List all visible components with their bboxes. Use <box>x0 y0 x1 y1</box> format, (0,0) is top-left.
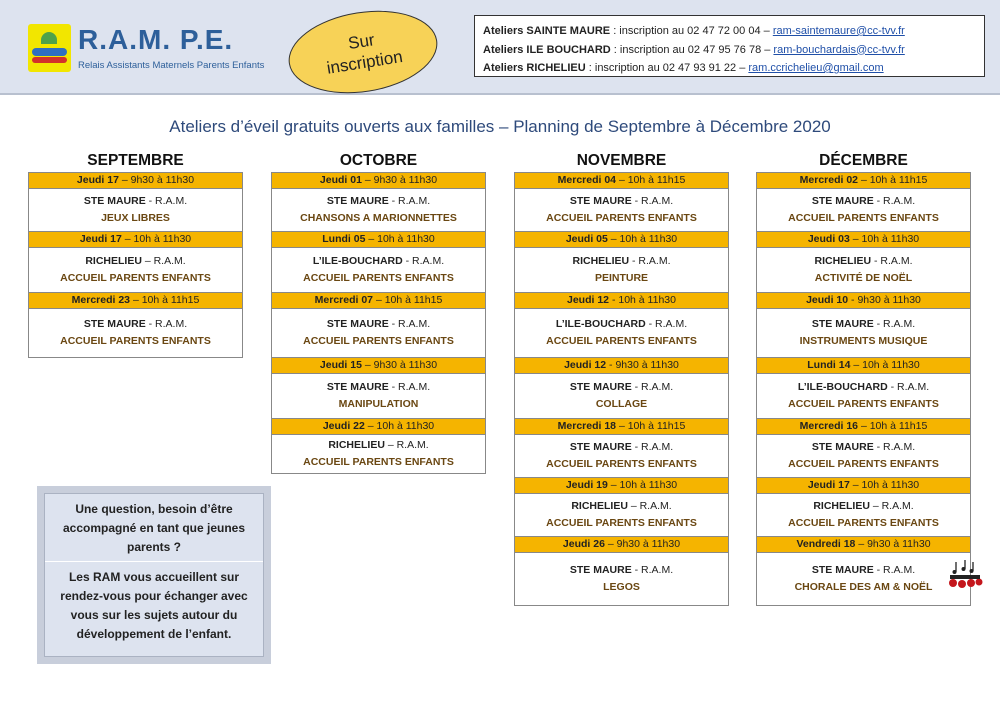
event-place: RICHELIEU <box>328 439 385 451</box>
schedule-table <box>756 172 971 606</box>
event-row <box>29 248 242 293</box>
event-time: – 10h à 11h30 <box>849 479 920 491</box>
event-org: - R.A.M. <box>145 195 188 207</box>
event-time: – 10h à 11h30 <box>365 233 435 245</box>
email-link[interactable]: ram.ccrichelieu@gmail.com <box>748 62 884 74</box>
event-day: Vendredi 18 <box>796 538 856 550</box>
event-org: - R.A.M. <box>145 318 188 330</box>
event-place: STE MAURE <box>83 195 146 207</box>
event-time: – 9h30 à 11h30 <box>604 538 681 550</box>
date-row <box>757 478 970 494</box>
event-org: - R.A.M. <box>388 381 431 393</box>
event-day: Mercredi 23 <box>71 294 131 306</box>
event-row <box>272 189 485 232</box>
event-row <box>515 435 728 478</box>
month-title: DÉCEMBRE <box>819 152 908 169</box>
event-row <box>29 189 242 232</box>
event-place: STE MAURE <box>326 318 389 330</box>
event-org: – R.A.M. <box>384 439 429 451</box>
event-time: – 10h à 11h30 <box>364 420 435 432</box>
event-day: Jeudi 17 <box>76 174 119 186</box>
event-row <box>515 248 728 293</box>
event-row <box>29 309 242 357</box>
event-activity: ACCUEIL PARENTS ENFANTS <box>60 272 211 284</box>
date-row <box>272 173 485 189</box>
event-place: STE MAURE <box>569 441 632 453</box>
event-activity: ACCUEIL PARENTS ENFANTS <box>788 517 939 529</box>
event-day: Mercredi 16 <box>799 420 859 432</box>
event-day: Jeudi 26 <box>562 538 605 550</box>
month-title: SEPTEMBRE <box>87 152 184 169</box>
event-org: - R.A.M. <box>402 255 445 267</box>
event-day: Jeudi 12 <box>564 359 607 371</box>
event-time: – 10h à 11h15 <box>373 294 443 306</box>
date-row <box>515 537 728 553</box>
event-org: - R.A.M. <box>873 318 916 330</box>
date-row <box>757 232 970 248</box>
event-activity: ACCUEIL PARENTS ENFANTS <box>546 212 697 224</box>
event-day: Jeudi 01 <box>319 174 362 186</box>
event-row <box>757 374 970 419</box>
ram-logo-icon <box>28 24 71 72</box>
event-place: STE MAURE <box>569 195 632 207</box>
event-time: – 10h à 11h15 <box>858 174 928 186</box>
event-time: - 9h30 à 11h30 <box>848 294 921 306</box>
event-day: Mercredi 02 <box>799 174 859 186</box>
brand-title: R.A.M. P.E. <box>78 24 234 55</box>
info-answer: Les RAM vous accueillent sur rendez-vous pour échanger avec vous sur les sujets autour du développement de l’enfant. <box>60 570 248 641</box>
month-column <box>756 150 971 606</box>
event-org: - R.A.M. <box>873 195 916 207</box>
event-day: Jeudi 03 <box>807 233 850 245</box>
date-row <box>757 419 970 435</box>
event-place: STE MAURE <box>811 195 874 207</box>
brand-subtitle: Relais Assistants Maternels Parents Enfants <box>78 60 265 71</box>
event-row <box>515 494 728 537</box>
event-day: Mercredi 04 <box>557 174 617 186</box>
date-row <box>757 293 970 309</box>
registration-bubble <box>283 1 444 103</box>
event-activity: PEINTURE <box>594 272 649 284</box>
event-time: - 10h à 11h30 <box>609 294 676 306</box>
event-org: - R.A.M. <box>873 441 916 453</box>
event-time: – 10h à 11h15 <box>858 420 928 432</box>
event-place: STE MAURE <box>569 564 632 576</box>
event-activity: ACCUEIL PARENTS ENFANTS <box>546 517 697 529</box>
event-org: - R.A.M. <box>887 381 930 393</box>
event-place: STE MAURE <box>83 318 146 330</box>
event-time: – 9h30 à 11h30 <box>361 174 438 186</box>
event-time: – 10h à 11h30 <box>849 233 920 245</box>
schedule-table <box>28 172 243 358</box>
event-place: L’ILE-BOUCHARD <box>797 381 888 393</box>
music-notes-icon <box>947 558 983 590</box>
event-place: L’ILE-BOUCHARD <box>555 318 646 330</box>
event-org: - R.A.M. <box>631 381 674 393</box>
event-row <box>515 553 728 605</box>
event-activity: ACCUEIL PARENTS ENFANTS <box>546 335 697 347</box>
event-activity: CHORALE DES AM & NOËL <box>794 581 933 593</box>
info-box <box>37 486 271 664</box>
event-day: Mercredi 18 <box>557 420 617 432</box>
event-row <box>757 435 970 478</box>
event-time: – 10h à 11h30 <box>850 359 920 371</box>
event-org: - R.A.M. <box>871 255 913 267</box>
bubble-line-2: inscription <box>325 47 404 78</box>
month-column <box>514 150 729 606</box>
date-row <box>272 419 485 435</box>
event-row <box>272 248 485 293</box>
date-row <box>515 232 728 248</box>
date-row <box>29 293 242 309</box>
event-org: - R.A.M. <box>388 195 431 207</box>
schedule-table <box>271 172 486 474</box>
contacts-box <box>474 15 985 77</box>
date-row <box>272 358 485 374</box>
month-title: NOVEMBRE <box>576 152 667 169</box>
event-time: – 10h à 11h15 <box>616 420 686 432</box>
event-org: – R.A.M. <box>141 255 186 267</box>
event-time: – 10h à 11h30 <box>121 233 192 245</box>
event-org: – R.A.M. <box>627 500 672 512</box>
date-row <box>515 358 728 374</box>
event-activity: ACCUEIL PARENTS ENFANTS <box>788 458 939 470</box>
event-activity: ACCUEIL PARENTS ENFANTS <box>60 335 211 347</box>
event-activity: ACCUEIL PARENTS ENFANTS <box>788 212 939 224</box>
event-place: RICHELIEU <box>813 500 870 512</box>
event-activity: CHANSONS A MARIONNETTES <box>300 212 457 224</box>
event-activity: COLLAGE <box>595 398 648 410</box>
event-row <box>515 374 728 419</box>
event-row <box>272 374 485 419</box>
date-row <box>515 419 728 435</box>
email-link[interactable]: ram-bouchardais@cc-tvv.fr <box>773 43 905 56</box>
event-time: – 10h à 11h15 <box>130 294 200 306</box>
event-row <box>272 309 485 358</box>
event-activity: LEGOS <box>603 581 640 593</box>
event-row <box>757 189 970 232</box>
event-day: Jeudi 10 <box>806 294 849 306</box>
event-day: Mercredi 07 <box>314 294 374 306</box>
event-time: – 10h à 11h15 <box>616 174 686 186</box>
date-row <box>515 478 728 494</box>
event-activity: INSTRUMENTS MUSIQUE <box>799 335 928 347</box>
event-row <box>515 189 728 232</box>
event-org: - R.A.M. <box>873 564 916 576</box>
event-org: – R.A.M. <box>869 500 914 512</box>
event-day: Jeudi 15 <box>319 359 362 371</box>
contact-line: Ateliers RICHELIEU : inscription au 02 47 93 91 22 – ram.ccrichelieu@gmail.com <box>483 62 884 74</box>
event-place: L’ILE-BOUCHARD <box>312 255 403 267</box>
date-row <box>515 173 728 189</box>
event-activity: ACCUEIL PARENTS ENFANTS <box>303 456 454 468</box>
event-place: STE MAURE <box>811 318 874 330</box>
event-activity: ACTIVITÉ DE NOËL <box>814 272 913 284</box>
contact-line: Ateliers ILE BOUCHARD : inscription au 02 47 95 76 78 – ram-bouchardais@cc-tvv.fr <box>483 43 905 56</box>
event-activity: MANIPULATION <box>338 398 419 410</box>
month-column <box>28 150 243 358</box>
event-time: – 10h à 11h30 <box>607 233 678 245</box>
bubble-line-1: Sur <box>346 30 376 54</box>
email-link[interactable]: ram-saintemaure@cc-tvv.fr <box>772 25 905 37</box>
event-org: - R.A.M. <box>631 564 674 576</box>
event-activity: JEUX LIBRES <box>101 212 170 224</box>
event-day: Jeudi 17 <box>807 479 850 491</box>
event-org: - R.A.M. <box>645 318 688 330</box>
event-row <box>757 248 970 293</box>
contact-line: Ateliers SAINTE MAURE : inscription au 02 47 72 00 04 – ram-saintemaure@cc-tvv.fr <box>483 25 905 37</box>
date-row <box>272 232 485 248</box>
event-day: Jeudi 05 <box>565 233 608 245</box>
event-place: STE MAURE <box>811 564 874 576</box>
event-day: Jeudi 17 <box>79 233 122 245</box>
event-place: RICHELIEU <box>572 255 630 267</box>
event-day: Jeudi 19 <box>565 479 608 491</box>
month-title: OCTOBRE <box>339 152 418 169</box>
event-row <box>757 494 970 537</box>
event-time: – 10h à 11h30 <box>607 479 678 491</box>
event-place: RICHELIEU <box>571 500 628 512</box>
event-org: - R.A.M. <box>631 441 674 453</box>
info-question: Une question, besoin d’être accompagné en tant que jeunes parents ? <box>45 494 263 562</box>
event-activity: ACCUEIL PARENTS ENFANTS <box>788 398 939 410</box>
event-row <box>515 309 728 358</box>
event-place: STE MAURE <box>326 381 389 393</box>
event-row <box>272 435 485 473</box>
month-column <box>271 150 486 474</box>
event-place: RICHELIEU <box>85 255 142 267</box>
date-row <box>29 232 242 248</box>
header-banner <box>0 0 1000 95</box>
schedule-table <box>514 172 729 606</box>
date-row <box>29 173 242 189</box>
event-row <box>757 553 970 605</box>
date-row <box>272 293 485 309</box>
event-activity: ACCUEIL PARENTS ENFANTS <box>303 335 454 347</box>
event-time: – 9h30 à 11h30 <box>118 174 195 186</box>
event-activity: ACCUEIL PARENTS ENFANTS <box>546 458 697 470</box>
event-place: RICHELIEU <box>814 255 872 267</box>
event-org: - R.A.M. <box>629 255 671 267</box>
event-time: – 9h30 à 11h30 <box>855 538 931 550</box>
event-row <box>757 309 970 358</box>
event-day: Lundi 14 <box>807 359 851 371</box>
event-time: – 9h30 à 11h30 <box>361 359 438 371</box>
page-title: Ateliers d’éveil gratuits ouverts aux familles – Planning de Septembre à Décembre 2020 <box>169 117 831 136</box>
event-activity: ACCUEIL PARENTS ENFANTS <box>303 272 454 284</box>
event-time: - 9h30 à 11h30 <box>606 359 679 371</box>
date-row <box>757 537 970 553</box>
event-day: Lundi 05 <box>322 233 366 245</box>
date-row <box>757 173 970 189</box>
date-row <box>515 293 728 309</box>
event-place: STE MAURE <box>326 195 389 207</box>
event-place: STE MAURE <box>811 441 874 453</box>
event-place: STE MAURE <box>569 381 632 393</box>
event-day: Jeudi 22 <box>322 420 365 432</box>
event-org: - R.A.M. <box>388 318 431 330</box>
date-row <box>757 358 970 374</box>
event-org: - R.A.M. <box>631 195 674 207</box>
event-day: Jeudi 12 <box>567 294 610 306</box>
